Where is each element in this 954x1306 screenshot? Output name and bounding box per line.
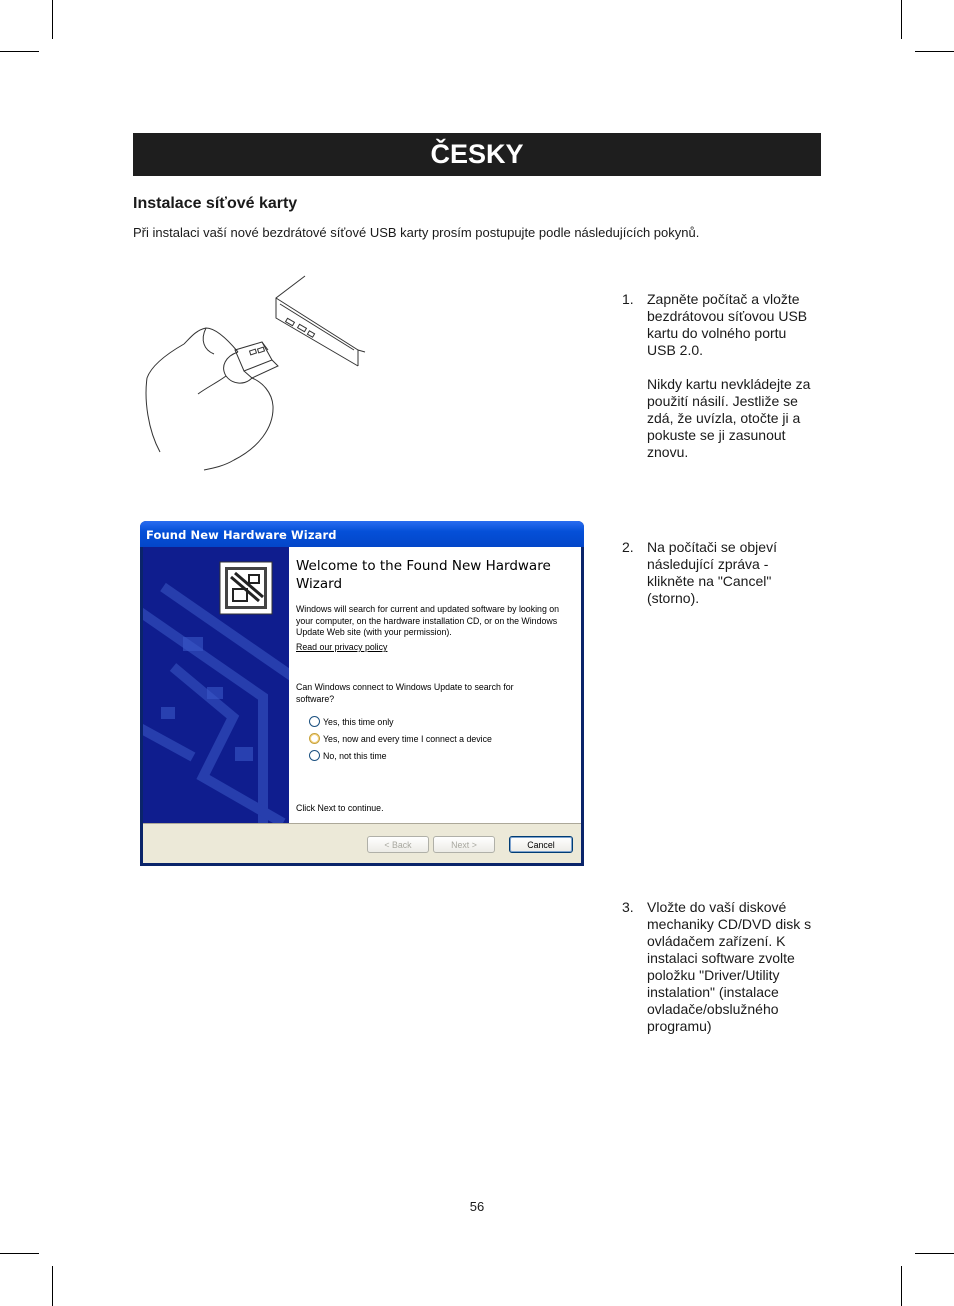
crop-mark	[52, 1266, 53, 1306]
step-text: Vložte do vaší diskové mechaniky CD/DVD disk s ovládačem zařízení. K instalaci software zvolte položku "Driver/Utility instalation" (instalace ovladače/obslužného programu)	[647, 899, 812, 1034]
step-text: Zapněte počítač a vložte bezdrátovou síťovou USB kartu do volného portu USB 2.0.	[647, 291, 808, 358]
continue-text: Click Next to continue.	[296, 803, 384, 813]
step-number: 2.	[622, 539, 634, 555]
crop-mark	[915, 1253, 954, 1254]
step-text: Na počítači se objeví následující zpráva - klikněte na "Cancel" (storno).	[647, 539, 777, 606]
radio-button[interactable]	[309, 733, 320, 744]
step-number: 1.	[622, 291, 634, 307]
usb-insert-illustration	[140, 270, 370, 475]
language-banner: ČESKY	[133, 133, 821, 176]
crop-mark	[0, 1253, 39, 1254]
next-button[interactable]: Next >	[433, 836, 495, 853]
page-number: 56	[469, 1199, 485, 1214]
wizard-content	[289, 547, 581, 823]
crop-mark	[52, 0, 53, 39]
step-warning: Nikdy kartu nevkládejte za použití násilí. Jestliže se zdá, že uvízla, otočte ji a pokuste se ji zasunout znovu.	[647, 376, 811, 460]
wizard-heading: Welcome to the Found New Hardware Wizard	[296, 558, 551, 592]
wizard-description: Windows will search for current and updated software by looking on your computer, on the hardware installation CD, or on the Windows Update Web site (with your permission).	[296, 604, 560, 637]
wizard-body	[143, 547, 581, 863]
wizard-titlebar[interactable]	[140, 521, 584, 547]
radio-option-yes-always[interactable]	[309, 733, 492, 744]
radio-option-no[interactable]	[309, 750, 387, 761]
intro-text: Při instalaci vaší nové bezdrátové síťové USB karty prosím postupujte podle následujících pokynů.	[133, 225, 700, 240]
radio-label: Yes, now and every time I connect a device	[323, 733, 492, 744]
radio-label: Yes, this time only	[323, 716, 394, 727]
cancel-button[interactable]: Cancel	[509, 836, 573, 853]
radio-option-yes-once[interactable]	[309, 716, 394, 727]
hardware-chip-icon	[219, 561, 273, 615]
step-number: 3.	[622, 899, 634, 915]
wizard-question: Can Windows connect to Windows Update to search for software?	[296, 682, 514, 704]
crop-mark	[915, 51, 954, 52]
wizard-title: Found New Hardware Wizard	[146, 528, 337, 542]
wizard-side-panel	[143, 547, 289, 823]
privacy-policy-link[interactable]: Read our privacy policy	[296, 642, 388, 652]
crop-mark	[901, 0, 902, 39]
step-3	[622, 899, 817, 1035]
wizard-divider	[143, 823, 581, 824]
crop-mark	[0, 51, 39, 52]
radio-button[interactable]	[309, 716, 320, 727]
step-1	[622, 291, 817, 461]
crop-mark	[901, 1266, 902, 1306]
back-button[interactable]: < Back	[367, 836, 429, 853]
radio-label: No, not this time	[323, 750, 387, 761]
section-title: Instalace síťové karty	[133, 195, 298, 212]
step-2	[622, 539, 817, 607]
radio-button[interactable]	[309, 750, 320, 761]
found-new-hardware-wizard	[140, 521, 584, 866]
